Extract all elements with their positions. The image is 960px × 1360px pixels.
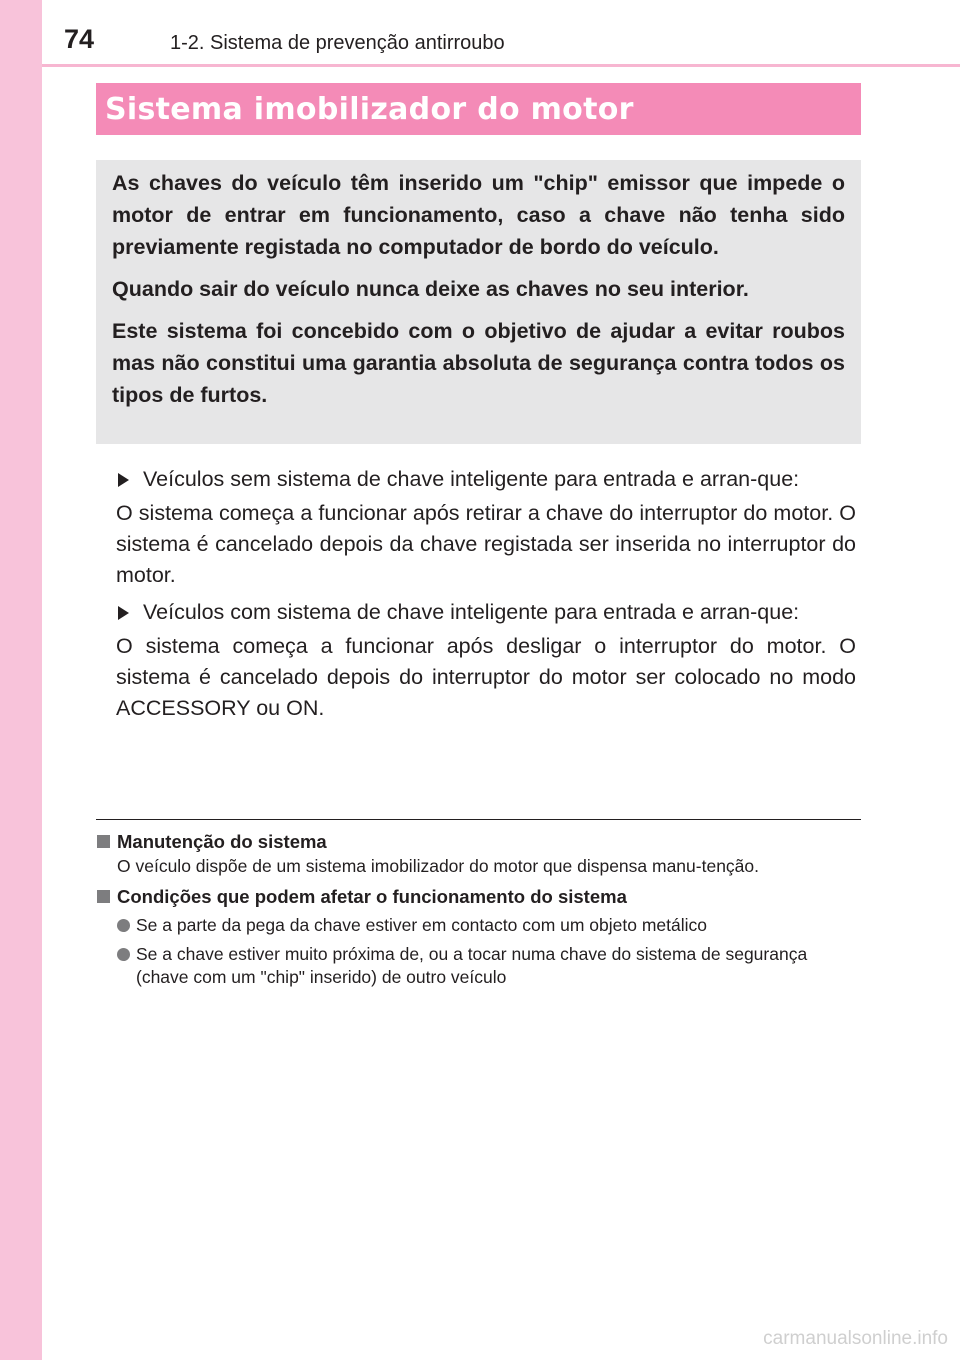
- arrow-bullet-icon: [118, 606, 129, 620]
- page-number: 74: [64, 24, 95, 54]
- note-text: O veículo dispõe de um sistema imobilizador do motor que dispensa manu-tenção.: [117, 856, 760, 876]
- section-title-bar: [96, 83, 861, 135]
- intro-paragraph: As chaves do veículo têm inserido um "chip" emissor que impede o motor de entrar em funcionamento, caso a chave não tenha sido previamente registada no computador de bordo do veículo.: [112, 171, 845, 259]
- bullet-heading-text: Veículos com sistema de chave inteligente para entrada e arran-que:: [143, 600, 800, 624]
- bullet-heading-smart-key: [116, 597, 856, 628]
- running-head: 1-2. Sistema de prevenção antirroubo: [170, 32, 505, 54]
- note-heading-text: Condições que podem afetar o funcionamento do sistema: [117, 886, 627, 907]
- circle-bullet-icon: [117, 919, 130, 932]
- body-paragraph: O sistema começa a funcionar após retirar a chave do interruptor do motor. O sistema é cancelado depois da chave registada ser inserida no interruptor do motor.: [116, 501, 856, 587]
- square-bullet-icon: [97, 890, 110, 903]
- intro-paragraph: Este sistema foi concebido com o objetivo de ajudar a evitar roubos mas não constitui uma garantia absoluta de segurança contra todos os tipos de furtos.: [112, 319, 845, 407]
- list-item-text: Se a chave estiver muito próxima de, ou a tocar numa chave do sistema de segurança (chave com um "chip" inserido) de outro veículo: [136, 944, 808, 987]
- header-divider: [42, 64, 960, 67]
- square-bullet-icon: [97, 835, 110, 848]
- notes-divider: [96, 819, 861, 820]
- list-item: [117, 943, 861, 989]
- intro-box: [96, 160, 861, 444]
- arrow-bullet-icon: [118, 473, 129, 487]
- note-heading-maintenance: [96, 829, 861, 855]
- note-heading-conditions: [96, 884, 861, 910]
- bullet-heading-text: Veículos sem sistema de chave inteligente para entrada e arran-que:: [143, 467, 800, 491]
- side-color-band: [0, 0, 42, 1360]
- bullet-heading-no-smart-key: [116, 464, 856, 495]
- note-heading-text: Manutenção do sistema: [117, 831, 327, 852]
- list-item: [117, 914, 861, 937]
- main-body: [116, 464, 856, 730]
- list-item-text: Se a parte da pega da chave estiver em contacto com um objeto metálico: [136, 915, 708, 935]
- watermark: carmanualsonline.info: [763, 1328, 948, 1349]
- notes-section: [96, 829, 861, 995]
- section-title: Sistema imobilizador do motor: [105, 91, 634, 127]
- circle-bullet-icon: [117, 948, 130, 961]
- body-paragraph: O sistema começa a funcionar após desligar o interruptor do motor. O sistema é cancelado depois do interruptor do motor ser colocado no modo ACCESSORY ou ON.: [116, 634, 856, 720]
- intro-paragraph: Quando sair do veículo nunca deixe as chaves no seu interior.: [112, 277, 749, 301]
